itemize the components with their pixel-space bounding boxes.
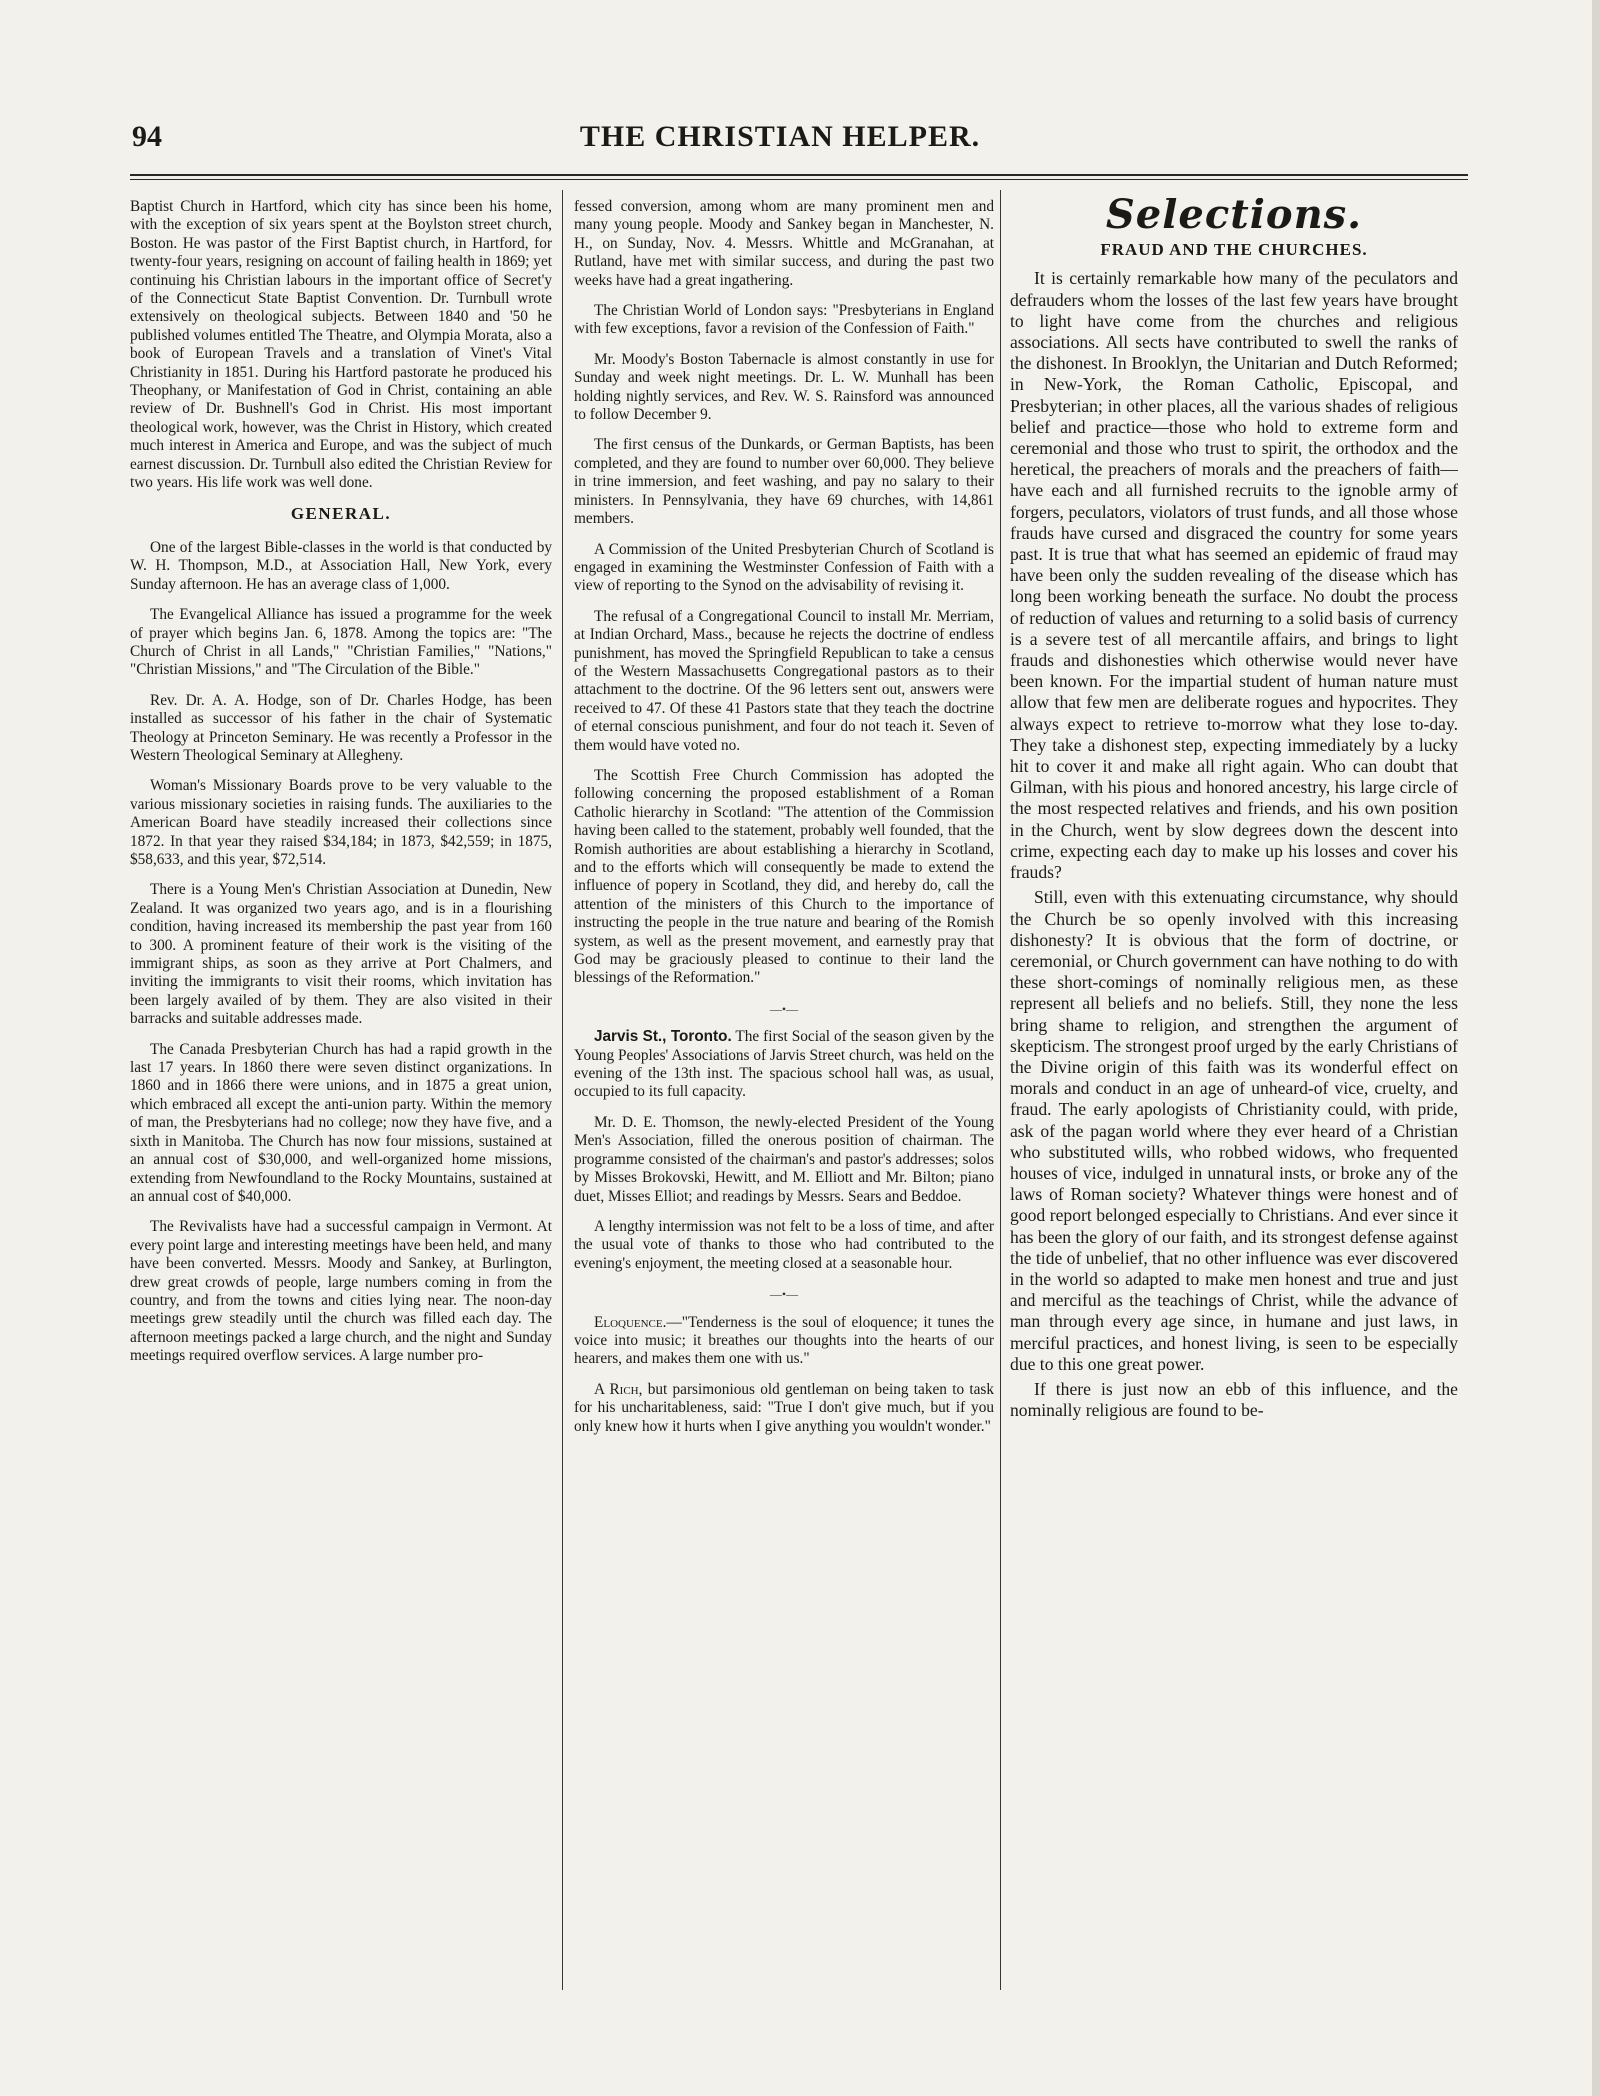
news-item: There is a Young Men's Christian Association at Dunedin, New Zealand. It was organized two years ago, and is in a flourishing condition, having increased its membership the past year from 160 to 300. A prominent feature of their work is the visiting of the immigrant ships, as soon as they arrive at Port Chalmers, and inviting the immigrants to visit their rooms, which invitation has been largely availed of by them. They are also visited in their barracks and suitable addresses made. — [130, 881, 552, 1028]
news-item: Mr. Moody's Boston Tabernacle is almost constantly in use for Sunday and week night meetings. Dr. L. W. Munhall has been holding nightly services, and Rev. W. S. Rainsford was announced to follow December 9. — [574, 350, 994, 424]
news-item: The Scottish Free Church Commission has adopted the following concerning the proposed establishment of a Roman Catholic hierarchy in Scotland: "The attention of the Commission having been called to the statement, probably well founded, that the Romish authorities are about establishing a hierarchy in Scotland, and to the efforts which will consequently be made to extend the influence of popery in Scotland, they did, and hereby do, call the attention of the ministers of this Church to the importance of instructing the people in the true nature and bearing of the Romish system, as well as the present movement, and earnestly pray that God may be graciously pleased to continue to their land the blessings of the Reformation." — [574, 766, 994, 987]
jarvis-text: The first Social of the season given by the Young Peoples' Associations of Jarvis Street church, was held on the evening of the 13th inst. The spacious school hall was, as usual, occupied to its full capacity. — [574, 1028, 994, 1101]
news-item: The first census of the Dunkards, or German Baptists, has been completed, and they are found to number over 60,000. They believe in trine immersion, and feet washing, and pay no salary to their ministers. In Pennsylvania, they have 69 churches, with 14,861 members. — [574, 436, 994, 528]
rich-text: but parsimonious old gentleman on being taken to task for his uncharitableness, said: "True I don't give much, but if you only knew how it hurts when I give anything you wouldn't wonder." — [574, 1380, 994, 1435]
column-2 — [574, 198, 994, 1988]
news-item: A lengthy intermission was not felt to be a loss of time, and after the usual vote of thanks to those who had contributed to the evening's enjoyment, the meeting closed at a seasonable hour. — [574, 1217, 994, 1272]
column-divider-1 — [562, 190, 563, 1990]
section-divider: —•— — [769, 1287, 799, 1302]
jarvis-heading: Jarvis St., Toronto. — [594, 1028, 732, 1046]
section-divider: —•— — [769, 1001, 799, 1016]
news-item: The Evangelical Alliance has issued a programme for the week of prayer which begins Jan. 6, 1878. Among the topics are: "The Church of Christ in all Lands," "Christian Families," "Nations," "Christian Missions," and "The Circulation of the Bible." — [130, 606, 552, 679]
news-item: The Revivalists have had a successful campaign in Vermont. At every point large and interesting meetings have been held, and many have been converted. Messrs. Moody and Sankey, at Burlington, drew great crowds of people, large numbers coming in from the country, and from the towns and cities lying near. The noon-day meetings grew steadily until the church was filled each day. The afternoon meetings packed a large church, and the night and Sunday meetings required overflow services. A large number pro- — [130, 1218, 552, 1365]
news-item: The refusal of a Congregational Council to install Mr. Merriam, at Indian Orchard, Mass., because he rejects the doctrine of endless punishment, has moved the Springfield Republican to take a census of the Western Massachusetts Congregational pastors as to their attachment to the doctrine. Of the 96 letters sent out, answers were received to 47. Of these 41 Pastors state that they teach the doctrine of eternal conscious punishment, and four do not teach it. Seven of them would have voted no. — [574, 607, 994, 754]
news-item-eloquence — [574, 1314, 994, 1369]
selections-heading: Selections. — [1105, 198, 1363, 238]
article-paragraph: It is certainly remarkable how many of the peculators and defrauders whom the losses of the last few years have brought to light have come from the churches and religious associations. All sects have contributed to swell the ranks of the dishonest. In Brooklyn, the Unitarian and Dutch Reformed; in New-York, the Roman Catholic, Episcopal, and Presbyterian; in other places, all the various shades of religious belief and practice—those who hold to extreme form and ceremonial and those who trust to spirit, the orthodox and the heretical, the preachers of morals and the preachers of faith—have each and all furnished recruits to the ignoble army of forgers, peculators, violators of trust funds, and all those whose frauds have cursed and disgraced the country for some years past. It is true that what has seemed an epidemic of fraud may have been only the sudden revealing of the disease which has long been working beneath the surface. No doubt the process of reduction of values and returning to a solid basis of currency is a severe test of all mercantile affairs, and brings to light frauds and dishonesties which otherwise would never have been known. For the impartial student of human nature must allow that few men are deliberate rogues and hypocrites. They always expect to retrieve to-morrow what they lose to-day. They take a dishonest step, expecting immediately by a lucky hit to cover it and make all right again. Who can doubt that Gilman, with his pious and honored ancestry, his large circle of the most respected relatives and friends, and his own position in the Church, went by slow degrees down the descent into crime, expecting each day to make up his losses and cover his frauds? — [1010, 268, 1458, 883]
column-1 — [130, 198, 552, 1988]
running-title: THE CHRISTIAN HELPER. — [579, 120, 981, 153]
article-paragraph: Baptist Church in Hartford, which city has since been his home, with the exception of six years spent at the Boylston street church, Boston. He was pastor of the First Baptist church, in Hartford, for twenty-four years, resigning on account of failing health in 1869; yet continuing his Christian labours in the important office of Secret'y of the Connecticut State Baptist Convention. Dr. Turnbull wrote extensively on theological subjects. Between 1840 and '50 he published volumes entitled The Theatre, and Olympia Morata, also a book of European Travels and a translation of Vinet's Vital Christianity in 1851. During his Hartford pastorate he produced his Theophany, or Manifestation of God in Christ, containing an able review of Dr. Bushnell's God in Christ. His most important theological work, however, was the Christ in History, which created much interest in America and Europe, and was the subject of much earnest discussion. Dr. Turnbull also edited the Christian Review for two years. His life work was well done. — [130, 198, 552, 492]
page-header — [130, 120, 1430, 164]
section-heading-general: GENERAL. — [290, 503, 392, 523]
news-item: Rev. Dr. A. A. Hodge, son of Dr. Charles Hodge, has been installed as successor of his father in the chair of Systematic Theology at Princeton Seminary. He was recently a Professor in the Western Theological Seminary at Allegheny. — [130, 691, 552, 764]
page-edge — [1592, 0, 1600, 2096]
news-item: The Christian World of London says: "Presbyterians in England with few exceptions, favor a revision of the Confession of Faith." — [574, 302, 994, 338]
article-title: FRAUD AND THE CHURCHES. — [1100, 240, 1368, 260]
article-paragraph: If there is just now an ebb of this influence, and the nominally religious are found to be- — [1010, 1378, 1458, 1421]
news-item: The Canada Presbyterian Church has had a rapid growth in the last 17 years. In 1860 there were seven distinct organizations. In 1860 and in 1866 there were unions, and in 1875 a great union, which embraced all except the anti-union party. Within the memory of man, the Presbyterians had no college; now they have five, and a sixth in Manitoba. The Church has now four missions, sustained at an annual cost of $30,000, and well-organized home missions, extending from Newfoundland to the Rocky Mountains, sustained at an annual cost of $40,000. — [130, 1040, 552, 1205]
page-number: 94 — [132, 120, 162, 153]
column-divider-2 — [1000, 190, 1001, 1990]
news-item-rich — [574, 1381, 994, 1436]
eloquence-heading: Eloquence. — [594, 1313, 667, 1331]
column-3 — [1010, 198, 1458, 1988]
eloquence-text: —"Tenderness is the soul of eloquence; it tunes the voice into music; it breathes our thoughts into the hearts of our hearers, and makes them one with us." — [574, 1313, 994, 1368]
news-item: Mr. D. E. Thomson, the newly-elected President of the Young Men's Association, filled the onerous position of chairman. The programme consisted of the chairman's and pastor's addresses; solos by Misses Brokovski, Hewitt, and M. Elliott and Mr. Bilton; piano duet, Misses Elliot; and readings by Messrs. Sears and Beddoe. — [574, 1113, 994, 1205]
news-item-jarvis — [574, 1028, 994, 1102]
news-item: One of the largest Bible-classes in the world is that conducted by W. H. Thompson, M.D., at Association Hall, New York, every Sunday afternoon. He has an average class of 1,000. — [130, 538, 552, 593]
news-item: A Commission of the United Presbyterian Church of Scotland is engaged in examining the Westminster Confession of Faith with a view of reporting to the Synod on the advisability of revising it. — [574, 540, 994, 595]
header-rule — [130, 174, 1468, 180]
news-item: fessed conversion, among whom are many prominent men and many young people. Moody and Sankey began in Manchester, N. H., on Sunday, Nov. 4. Messrs. Whittle and McGranahan, at Rutland, have met with similar success, and during the past two weeks have had a great ingathering. — [574, 198, 994, 289]
article-paragraph: Still, even with this extenuating circumstance, why should the Church be so openly involved with this increasing dishonesty? It is obvious that the form of doctrine, or ceremonial, or Church government can have nothing to do with these short-comings of nominally religious men, as these represent all beliefs and no beliefs. Still, they none the less bring shame to religion, and strengthen the argument of skepticism. The strongest proof urged by the early Christians of the Divine origin of this faith was its wonderful effect on morals and conduct in an age of unheard-of vice, cruelty, and fraud. The early apologists of Christianity could, with pride, ask of the pagan world where they ever heard of a Christian who substituted wills, who robbed widows, who frequented houses of vice, indulged in unnatural insts, or broke any of the laws of Roman society? Whatever things were honest and of good report belonged especially to Christians. And ever since it has been the glory of our faith, and its strongest defense against the tide of unbelief, that no other influence was ever discovered in the world so adapted to make men honest and true and just and merciful as the teachings of Christ, while the advance of man through every age since, in humane and just laws, in merciful practices, and honest living, is seen to be especially due to this one great power. — [1010, 887, 1458, 1374]
rich-heading: A Rich, — [594, 1380, 643, 1398]
news-item: Woman's Missionary Boards prove to be very valuable to the various missionary societies in raising funds. The auxiliaries to the American Board have steadily increased their collections since 1872. In that year they raised $34,184; in 1873, $42,559; in 1875, $58,633, and this year, $72,514. — [130, 777, 552, 868]
